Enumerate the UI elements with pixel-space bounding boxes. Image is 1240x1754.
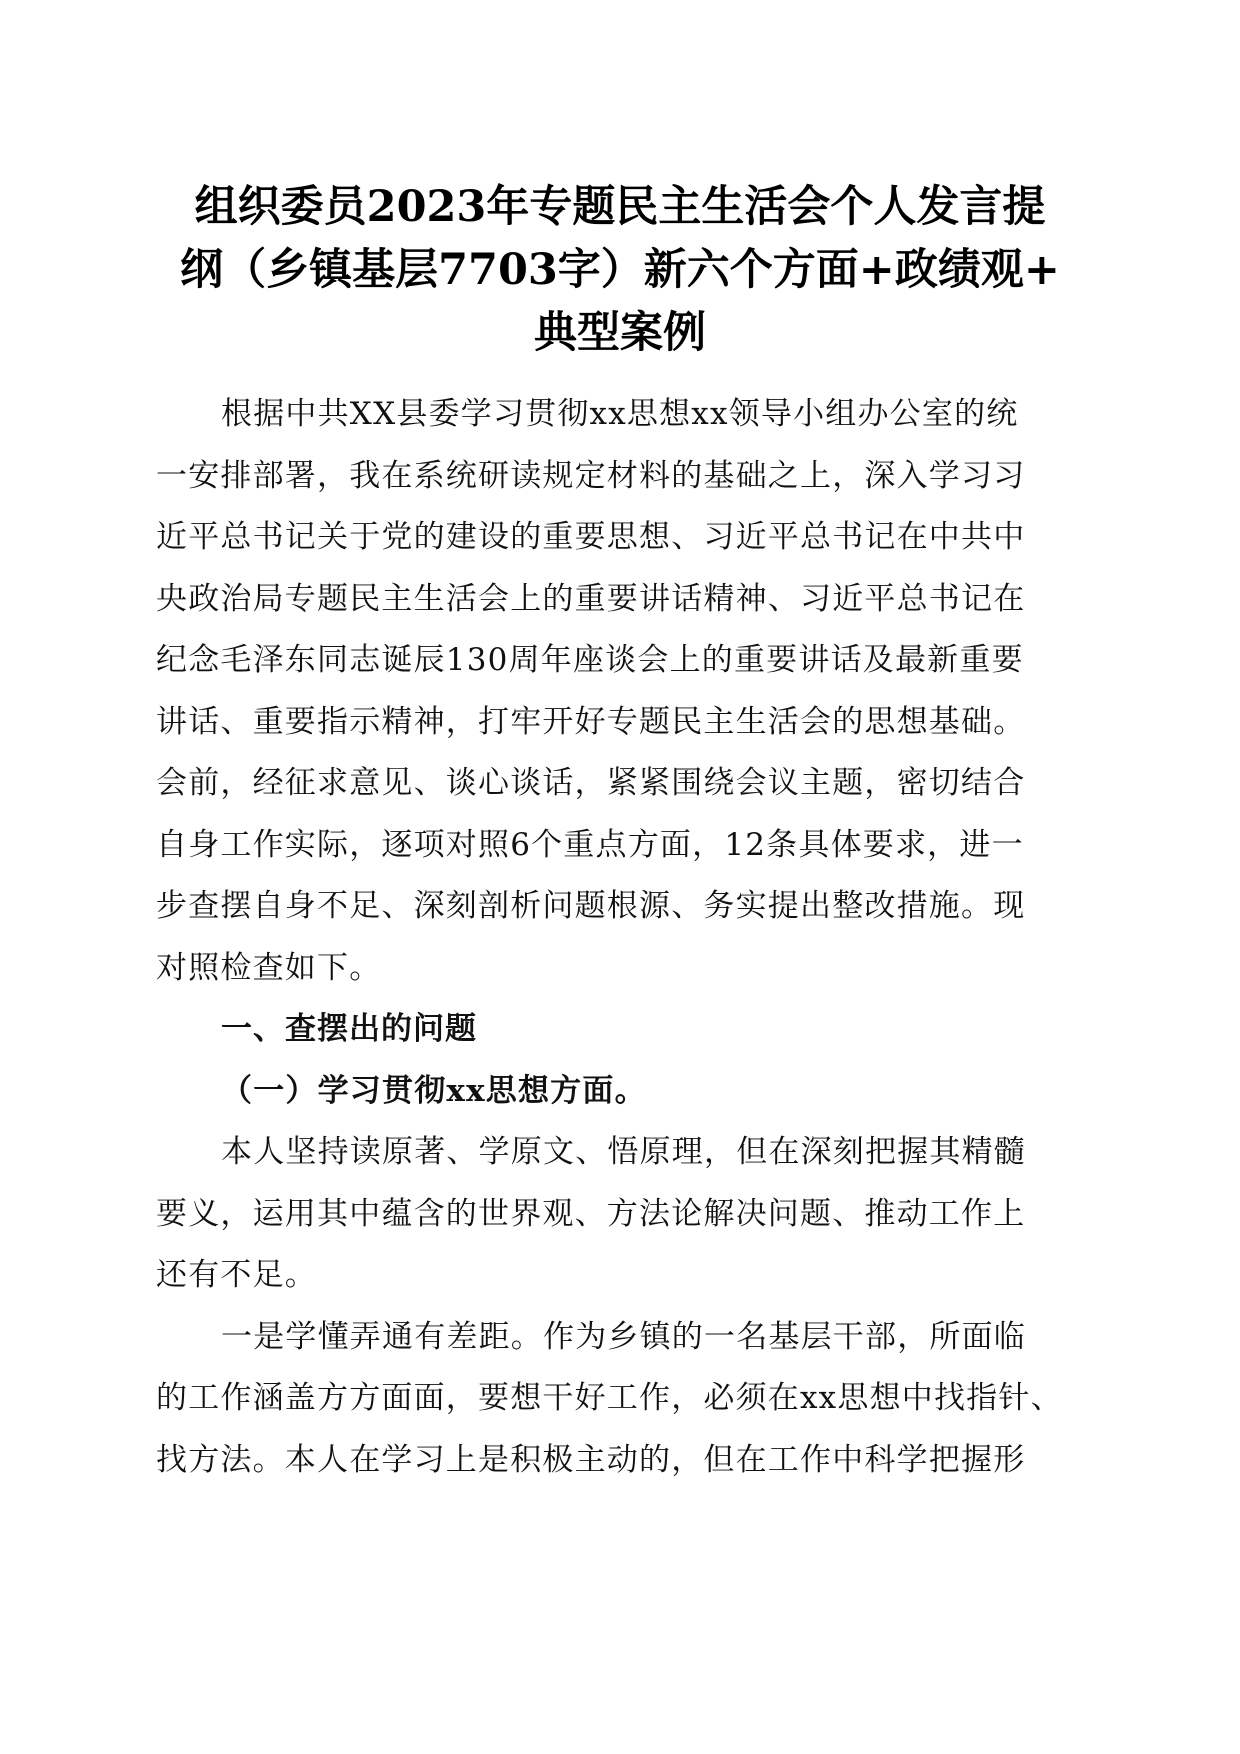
text-line: 还有不足。 [156, 1257, 317, 1293]
intro-paragraph [156, 384, 1086, 999]
text-line: 讲话、重要指示精神，打牢开好专题民主生活会的思想基础。 [156, 703, 1026, 740]
section-heading: 一、查摆出的问题 [221, 1011, 477, 1047]
document-title [140, 176, 1100, 365]
body-paragraph [156, 1122, 1086, 1307]
text-line: 近平总书记关于党的建设的重要思想、习近平总书记在中共中 [156, 519, 1026, 555]
text-line: 会前，经征求意见、谈心谈话，紧紧围绕会议主题，密切结合 [156, 765, 1026, 801]
text-line: 找方法。本人在学习上是积极主动的，但在工作中科学把握形 [156, 1441, 1026, 1478]
text-line: 根据中共XX县委学习贯彻xx思想xx领导小组办公室的统 [221, 396, 1019, 432]
title-line: 组织委员2023年专题民主生活会个人发言提 [194, 182, 1046, 232]
text-line: 自身工作实际，逐项对照6个重点方面，12条具体要求，进一 [156, 826, 1024, 863]
title-line: 典型案例 [534, 308, 706, 358]
title-line: 纲（乡镇基层7703字）新六个方面+政绩观+ [180, 245, 1060, 295]
body-paragraph [156, 1307, 1086, 1492]
text-line: 一是学懂弄通有差距。作为乡镇的一名基层干部，所面临 [221, 1318, 1026, 1355]
text-line: 对照检查如下。 [156, 949, 382, 986]
text-line: 步查摆自身不足、深刻剖析问题根源、务实提出整改措施。现 [156, 888, 1026, 924]
text-line: 的工作涵盖方方面面，要想干好工作，必须在xx思想中找指针、 [156, 1380, 1063, 1416]
document-body [156, 384, 1086, 1491]
text-line: 本人坚持读原著、学原文、悟原理，但在深刻把握其精髓 [221, 1134, 1026, 1170]
text-line: 纪念毛泽东同志诞辰130周年座谈会上的重要讲话及最新重要 [156, 642, 1024, 678]
text-line: 一安排部署，我在系统研读规定材料的基础之上，深入学习习 [156, 457, 1026, 494]
text-line: 央政治局专题民主生活会上的重要讲话精神、习近平总书记在 [156, 580, 1026, 617]
subsection-heading: （一）学习贯彻xx思想方面。 [221, 1072, 647, 1109]
text-line: 要义，运用其中蕴含的世界观、方法论解决问题、推动工作上 [156, 1195, 1026, 1232]
